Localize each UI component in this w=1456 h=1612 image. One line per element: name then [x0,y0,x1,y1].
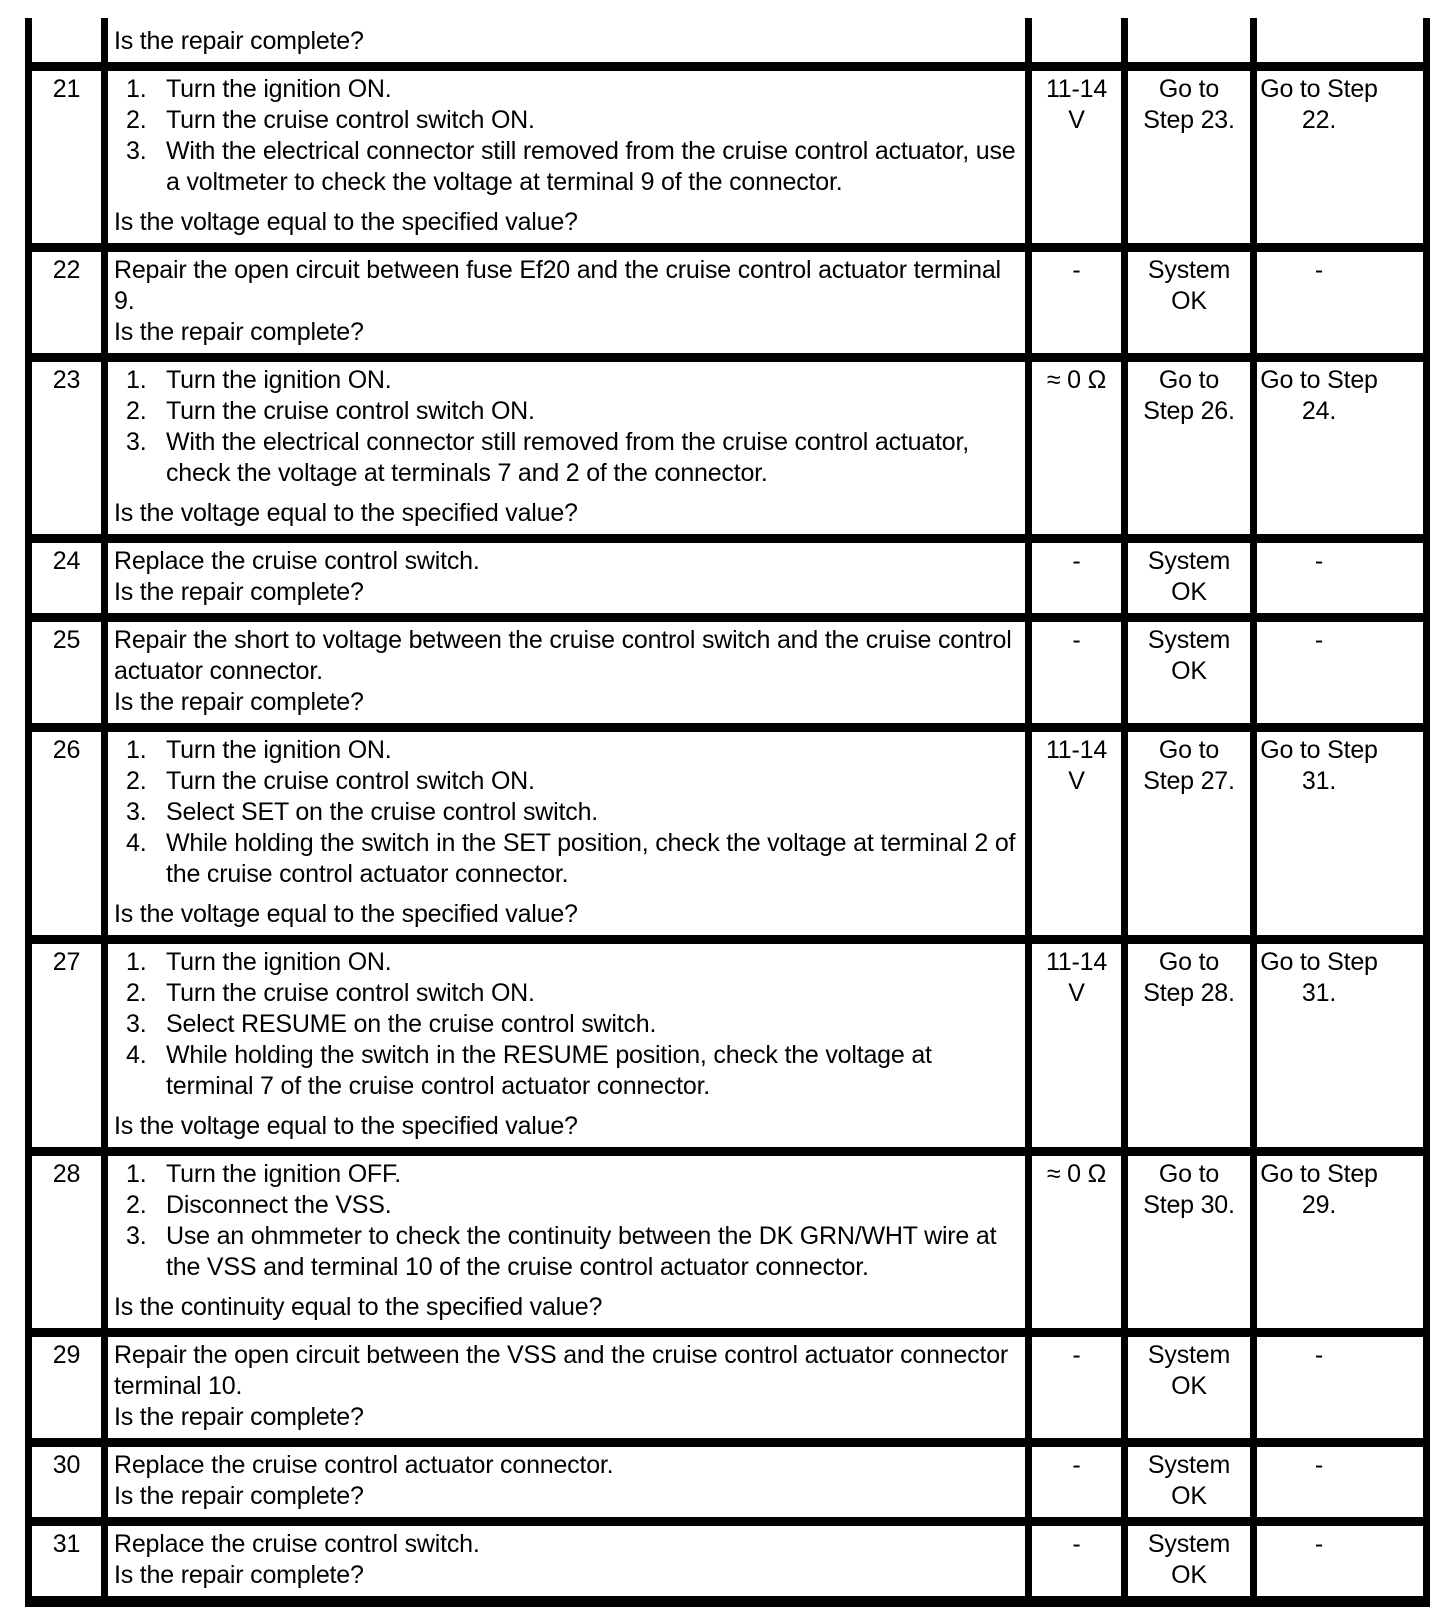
action-question: Is the voltage equal to the specified value? [114,499,578,527]
value-text: ≈ 0 Ω [1046,1160,1107,1188]
yes-text: System OK [1147,256,1231,315]
step-cell [32,1337,101,1438]
value-text: - [1072,547,1081,575]
action-item [114,1190,1017,1221]
action-cell [101,622,1025,723]
action-question: Is the voltage equal to the specified value? [114,1112,578,1140]
value-text: ≈ 0 Ω [1046,366,1107,394]
no-text: Go to Step 31. [1260,948,1378,1007]
yes-cell [1121,543,1250,613]
action-item [114,1159,1017,1190]
action-text: Replace the cruise control actuator connector. [114,1451,614,1479]
value-text: 11-14 V [1045,948,1108,1007]
action-cell [101,362,1025,534]
no-text: Go to Step 31. [1260,736,1378,795]
no-cell [1250,1447,1381,1517]
item-text: Use an ohmmeter to check the continuity between the DK GRN/WHT wire at the VSS and terminal 10 of the cruise control actuator connector. [166,1222,997,1281]
value-text: - [1072,626,1081,654]
item-text: Turn the cruise control switch ON. [166,397,535,425]
yes-cell [1121,1337,1250,1438]
action-question: Is the repair complete? [114,1561,364,1589]
table-row [32,1517,1423,1596]
table-row [32,935,1423,1147]
yes-cell [1121,18,1250,62]
diagnostic-table [25,18,1430,1607]
table-row [32,1328,1423,1438]
item-text: With the electrical connector still removed from the cruise control actuator, use a voltmeter to check the voltage at terminal 9 of the connector. [166,137,1016,196]
table-row [32,534,1423,613]
step-number: 28 [52,1160,81,1188]
item-number: 1. [126,736,147,764]
action-question: Is the voltage equal to the specified value? [114,900,578,928]
yes-text: Go to Step 26. [1143,366,1235,425]
step-cell [32,18,101,62]
action-item [114,396,1017,427]
no-cell [1250,622,1381,723]
step-number: 27 [52,948,81,976]
item-number: 2. [126,767,147,795]
step-cell [32,543,101,613]
action-cell [101,1526,1025,1596]
yes-text: System OK [1147,1451,1231,1510]
action-item [114,828,1017,890]
item-text: Turn the ignition OFF. [166,1160,402,1188]
value-cell [1025,71,1121,243]
step-number: 30 [52,1451,81,1479]
action-question: Is the repair complete? [114,578,364,606]
yes-text: Go to Step 30. [1143,1160,1235,1219]
table-row [32,353,1423,534]
action-text: Replace the cruise control switch. [114,547,480,575]
yes-cell [1121,1526,1250,1596]
value-cell [1025,362,1121,534]
value-cell [1025,543,1121,613]
no-text: Go to Step 29. [1260,1160,1378,1219]
item-number: 3. [126,1222,147,1250]
step-cell [32,1156,101,1328]
step-number: 31 [52,1530,81,1558]
action-cell [101,71,1025,243]
action-item [114,74,1017,105]
no-cell [1250,944,1381,1147]
yes-cell [1121,362,1250,534]
value-text: 11-14 V [1045,736,1108,795]
item-number: 3. [126,428,147,456]
action-text: Repair the open circuit between the VSS and the cruise control actuator connector terminal 10. [114,1341,1009,1400]
action-text: Repair the open circuit between fuse Ef20 and the cruise control actuator terminal 9. [114,256,1001,315]
action-item [114,365,1017,396]
step-number: 21 [52,75,81,103]
no-cell [1250,362,1381,534]
item-number: 2. [126,397,147,425]
step-number: 23 [52,366,81,394]
value-cell [1025,1447,1121,1517]
action-cell [101,252,1025,353]
value-cell [1025,18,1121,62]
action-question: Is the repair complete? [114,1403,364,1431]
step-number: 24 [52,547,81,575]
step-number: 25 [52,626,81,654]
action-question: Is the continuity equal to the specified value? [114,1293,603,1321]
item-number: 1. [126,948,147,976]
item-text: Turn the ignition ON. [166,948,392,976]
action-question: Is the repair complete? [114,688,364,716]
step-cell [32,71,101,243]
action-text: Replace the cruise control switch. [114,1530,480,1558]
yes-text: Go to Step 27. [1143,736,1235,795]
action-item [114,427,1017,489]
table-row [32,62,1423,243]
step-cell [32,1526,101,1596]
item-text: Turn the cruise control switch ON. [166,767,535,795]
action-cell [101,1156,1025,1328]
yes-cell [1121,71,1250,243]
action-item [114,1040,1017,1102]
action-question: Is the voltage equal to the specified value? [114,208,578,236]
yes-cell [1121,1447,1250,1517]
value-text: - [1072,1451,1081,1479]
action-question: Is the repair complete? [114,27,364,55]
item-text: Turn the cruise control switch ON. [166,979,535,1007]
no-text: - [1314,547,1324,575]
action-cell [101,18,1025,62]
item-number: 2. [126,1191,147,1219]
no-cell [1250,543,1381,613]
action-item [114,797,1017,828]
no-text: Go to Step 24. [1260,366,1378,425]
no-text: Go to Step 22. [1260,75,1378,134]
step-cell [32,944,101,1147]
action-item [114,947,1017,978]
action-item [114,1221,1017,1283]
yes-cell [1121,732,1250,935]
yes-cell [1121,622,1250,723]
yes-cell [1121,252,1250,353]
item-number: 4. [126,1041,147,1069]
item-text: Turn the ignition ON. [166,75,392,103]
yes-text: System OK [1147,547,1231,606]
table-row [32,613,1423,723]
action-question: Is the repair complete? [114,1482,364,1510]
table-row [32,18,1423,62]
item-number: 4. [126,829,147,857]
no-cell [1250,252,1381,353]
value-cell [1025,622,1121,723]
action-cell [101,732,1025,935]
yes-cell [1121,944,1250,1147]
no-text: - [1314,626,1324,654]
yes-cell [1121,1156,1250,1328]
table-row [32,1147,1423,1328]
no-cell [1250,71,1381,243]
no-cell [1250,732,1381,935]
step-number: 26 [52,736,81,764]
item-number: 2. [126,106,147,134]
item-text: While holding the switch in the RESUME position, check the voltage at terminal 7 of the cruise control actuator connector. [166,1041,932,1100]
yes-text: Go to Step 28. [1143,948,1235,1007]
table-row [32,1438,1423,1517]
item-number: 3. [126,137,147,165]
no-text: - [1314,1341,1324,1369]
action-text: Repair the short to voltage between the cruise control switch and the cruise control actuator connector. [114,626,1012,685]
step-cell [32,622,101,723]
action-item [114,105,1017,136]
no-cell [1250,1337,1381,1438]
step-cell [32,1447,101,1517]
action-cell [101,1337,1025,1438]
table-row [32,723,1423,935]
action-item [114,735,1017,766]
item-text: Select RESUME on the cruise control switch. [166,1010,657,1038]
item-number: 1. [126,75,147,103]
value-text: - [1072,1530,1081,1558]
item-text: Turn the ignition ON. [166,366,392,394]
value-text: - [1072,1341,1081,1369]
step-number: 29 [52,1341,81,1369]
item-number: 3. [126,798,147,826]
no-cell [1250,1526,1381,1596]
item-number: 3. [126,1010,147,1038]
item-number: 2. [126,979,147,1007]
action-item [114,978,1017,1009]
value-cell [1025,1526,1121,1596]
table-row [32,243,1423,353]
value-cell [1025,944,1121,1147]
item-text: While holding the switch in the SET position, check the voltage at terminal 2 of the cruise control actuator connector. [166,829,1016,888]
item-text: Turn the cruise control switch ON. [166,106,535,134]
value-cell [1025,732,1121,935]
yes-text: Go to Step 23. [1143,75,1235,134]
item-text: Select SET on the cruise control switch. [166,798,599,826]
action-cell [101,543,1025,613]
no-text: - [1314,1451,1324,1479]
value-cell [1025,252,1121,353]
action-cell [101,1447,1025,1517]
item-number: 1. [126,1160,147,1188]
step-number: 22 [52,256,81,284]
step-cell [32,252,101,353]
action-item [114,136,1017,198]
action-question: Is the repair complete? [114,318,364,346]
no-cell [1250,18,1381,62]
action-cell [101,944,1025,1147]
value-cell [1025,1156,1121,1328]
item-text: With the electrical connector still removed from the cruise control actuator, check the voltage at terminals 7 and 2 of the connector. [166,428,969,487]
no-text: - [1314,1530,1324,1558]
value-text: - [1072,256,1081,284]
item-text: Turn the ignition ON. [166,736,392,764]
item-text: Disconnect the VSS. [166,1191,392,1219]
value-text: 11-14 V [1045,75,1108,134]
no-text: - [1314,256,1324,284]
step-cell [32,732,101,935]
no-cell [1250,1156,1381,1328]
yes-text: System OK [1147,1530,1231,1589]
yes-text: System OK [1147,1341,1231,1400]
step-cell [32,362,101,534]
item-number: 1. [126,366,147,394]
action-item [114,1009,1017,1040]
action-item [114,766,1017,797]
yes-text: System OK [1147,626,1231,685]
value-cell [1025,1337,1121,1438]
